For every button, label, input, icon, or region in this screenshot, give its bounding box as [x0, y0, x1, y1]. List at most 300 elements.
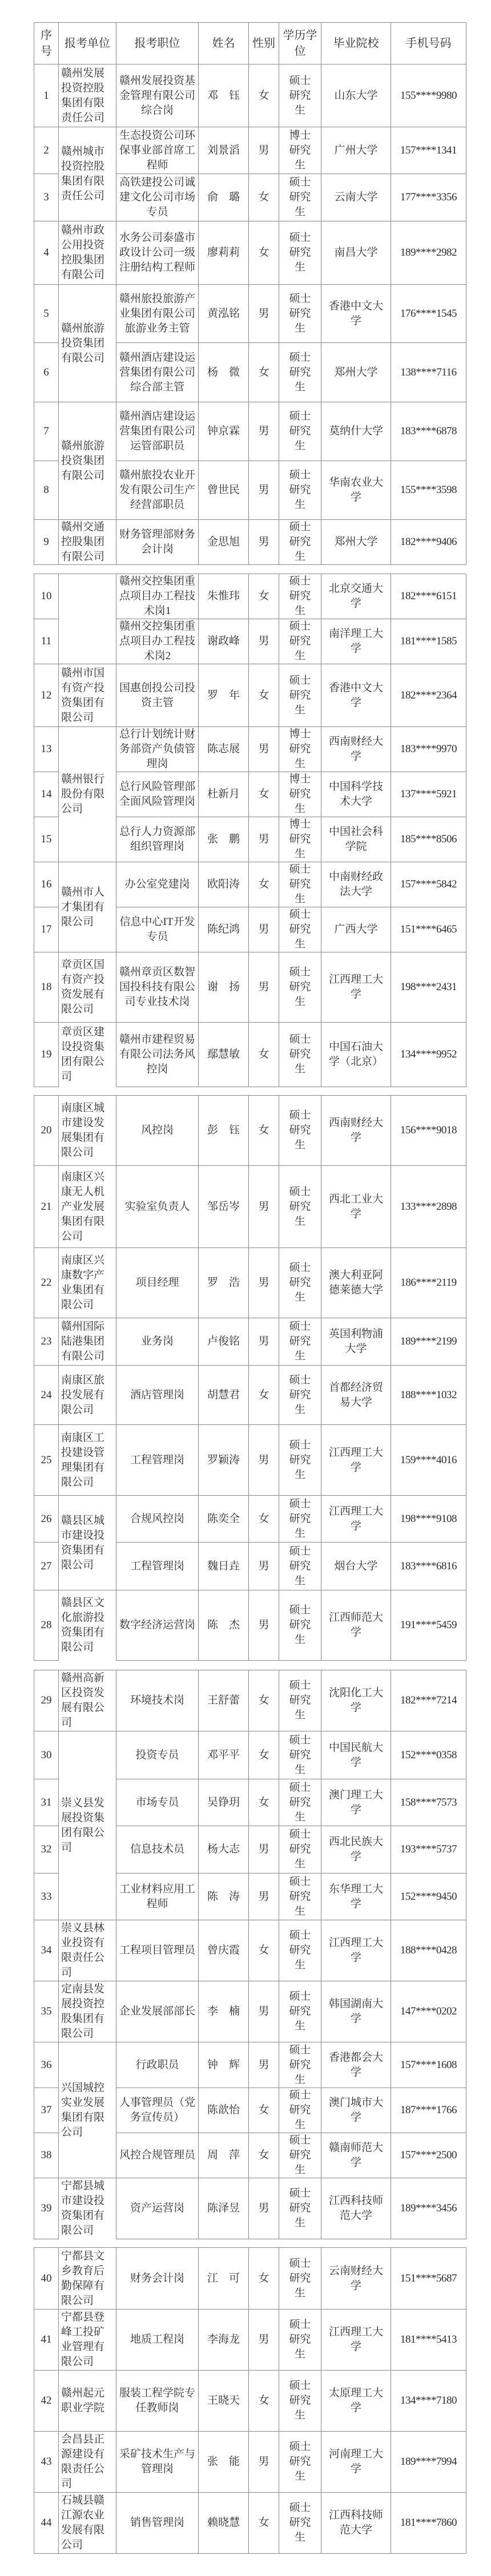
table-row — [34, 1425, 466, 1496]
cell-phone-text: 182****9406 — [400, 536, 457, 548]
cell-education-text: 硕士研究生 — [289, 1033, 311, 1075]
cell-gender-text: 女 — [258, 1512, 269, 1525]
cell-school — [321, 1248, 391, 1318]
cell-phone-text: 176****1545 — [400, 307, 457, 320]
candidate-table-section-1 — [34, 22, 466, 565]
cell-position — [116, 952, 199, 1023]
cell-education-text: 硕士研究生 — [289, 2441, 311, 2482]
cell-school — [321, 2088, 391, 2133]
cell-position — [116, 64, 199, 127]
cell-school-text: 西北民族大学 — [328, 1836, 383, 1863]
cell-position — [116, 174, 199, 221]
cell-position-text: 采矿技术生产与管理岗 — [119, 2448, 195, 2475]
cell-phone — [391, 127, 466, 174]
cell-education-text: 硕士研究生 — [289, 410, 311, 452]
cell-position-text: 工程项目管理员 — [119, 1944, 195, 1956]
cell-name-text: 邹岳岑 — [207, 1200, 240, 1213]
cell-unit-text: 赣州市政公用投资控股集团有限公司 — [61, 224, 105, 281]
cell-position-text: 酒店管理岗 — [130, 1388, 184, 1401]
cell-position — [116, 1981, 199, 2042]
cell-phone — [391, 2309, 466, 2371]
cell-no — [34, 1023, 59, 1087]
cell-no — [34, 952, 59, 1023]
cell-position — [116, 1779, 199, 1826]
cell-unit — [59, 1166, 116, 1248]
cell-phone-text: 185****8506 — [400, 833, 457, 845]
cell-no — [34, 1874, 59, 1920]
cell-phone — [391, 221, 466, 285]
cell-school — [321, 1543, 391, 1590]
cell-position-text: 赣州旅投旅游产业集团有限公司旅游业务主管 — [119, 292, 195, 334]
cell-school-text: 首都经济贸易大学 — [328, 1381, 383, 1408]
cell-no — [34, 1096, 59, 1166]
cell-education — [279, 1366, 321, 1425]
cell-name-text: 陈奕全 — [207, 1512, 240, 1525]
cell-no-text: 13 — [41, 743, 52, 755]
cell-position — [116, 2178, 199, 2239]
cell-unit — [59, 727, 116, 862]
cell-school-text: 中国民航大学 — [328, 1741, 383, 1769]
cell-name-text: 邓平平 — [207, 1749, 240, 1761]
cell-education — [279, 1248, 321, 1318]
cell-name-text: 俞 璐 — [207, 191, 240, 203]
cell-position — [116, 727, 199, 772]
cell-position-text: 地质工程岗 — [130, 2333, 184, 2345]
cell-school-text: 山东大学 — [334, 89, 378, 102]
cell-position-text: 风控岗 — [140, 1124, 174, 1136]
cell-name-text: 陈泽昱 — [207, 2202, 240, 2214]
cell-gender — [249, 1318, 279, 1366]
cell-gender-text: 男 — [258, 833, 269, 845]
cell-gender-text: 女 — [258, 1048, 269, 1060]
cell-no — [34, 343, 59, 402]
cell-name-text: 钟京霖 — [207, 425, 240, 437]
cell-position — [116, 520, 199, 565]
header-unit: 报考单位 — [59, 23, 116, 64]
table-row — [34, 1366, 466, 1425]
cell-school-text: 西南财经大学 — [328, 736, 383, 762]
cell-position — [116, 1366, 199, 1425]
cell-gender — [249, 727, 279, 772]
cell-gender-text: 男 — [258, 2058, 269, 2071]
cell-education-text: 博士研究生 — [289, 129, 311, 171]
cell-education — [279, 574, 321, 619]
cell-education-text: 硕士研究生 — [289, 2089, 311, 2131]
cell-phone-text: 157****1608 — [400, 2058, 457, 2071]
cell-phone — [391, 461, 466, 520]
cell-no-text: 27 — [41, 1560, 52, 1572]
table-row — [34, 285, 466, 343]
cell-position — [116, 127, 199, 174]
cell-school-text: 北京交通大学 — [328, 583, 383, 609]
cell-no — [34, 285, 59, 343]
cell-school-text: 中国社会科学院 — [328, 826, 383, 853]
cell-phone-text: 158****7573 — [400, 1796, 457, 1808]
cell-unit-text: 南康区旅投发展有限公司 — [61, 1374, 105, 1416]
cell-position-text: 工业材料应用工程师 — [119, 1883, 195, 1910]
cell-unit-text: 赣州发展投资控股集团有限责任公司 — [61, 67, 105, 124]
cell-gender-text: 男 — [258, 425, 269, 437]
cell-unit-text: 赣州旅游投资集团有限公司 — [61, 439, 105, 482]
cell-position-text: 高铁建投公司诚建文化公司市场专员 — [119, 176, 195, 218]
cell-school-text: 江西理工大学 — [328, 1505, 383, 1532]
cell-no-text: 1 — [43, 89, 49, 102]
cell-education-text: 硕士研究生 — [289, 1929, 311, 1971]
cell-school-text: 中南财经政法大学 — [328, 871, 383, 898]
cell-school — [321, 1366, 391, 1425]
cell-phone-text: 182****2364 — [400, 689, 457, 701]
cell-no — [34, 1543, 59, 1590]
cell-phone-text: 134****9952 — [400, 1048, 457, 1060]
cell-no-text: 3 — [43, 191, 49, 203]
cell-school — [321, 2248, 391, 2309]
cell-no-text: 37 — [41, 2104, 52, 2116]
cell-phone-text: 134****7180 — [400, 2395, 457, 2407]
cell-phone — [391, 1826, 466, 1874]
cell-school-text: 太原理工大学 — [328, 2387, 383, 2414]
cell-phone-text: 155****3598 — [400, 484, 457, 496]
cell-gender — [249, 574, 279, 619]
cell-name-text: 曾世民 — [207, 484, 240, 496]
cell-position — [116, 1425, 199, 1496]
cell-name-text: 江 可 — [207, 2272, 240, 2284]
cell-no-text: 17 — [41, 923, 52, 935]
cell-position-text: 总行风险管理部全面风险管理岗 — [119, 781, 195, 807]
cell-gender — [249, 817, 279, 862]
cell-phone-text: 147****0202 — [400, 2005, 457, 2017]
cell-no — [34, 2088, 59, 2133]
cell-unit-text: 南康区城市建设发展集团有限公司 — [61, 1102, 105, 1158]
cell-education — [279, 862, 321, 907]
cell-no — [34, 1731, 59, 1779]
cell-no — [34, 574, 59, 619]
table-row — [34, 574, 466, 619]
table-row — [34, 2309, 466, 2371]
table-row — [34, 1731, 466, 1779]
cell-unit — [59, 221, 116, 285]
cell-gender-text: 男 — [258, 144, 269, 156]
cell-position — [116, 221, 199, 285]
cell-position-text: 赣州市建程贸易有限公司法务风控岗 — [119, 1033, 195, 1075]
cell-education-text: 硕士研究生 — [289, 1734, 311, 1776]
table-row — [34, 2042, 466, 2088]
cell-gender-text: 女 — [258, 689, 269, 701]
cell-no — [34, 2248, 59, 2309]
cell-no — [34, 817, 59, 862]
cell-unit — [59, 1023, 116, 1087]
cell-phone-text: 189****2982 — [400, 247, 457, 259]
cell-education — [279, 1670, 321, 1731]
cell-name-text: 杨大志 — [207, 1843, 240, 1855]
cell-position-text: 业务岗 — [140, 1335, 174, 1347]
cell-name — [199, 221, 249, 285]
cell-gender-text: 男 — [258, 1277, 269, 1289]
cell-name-text: 魏日垚 — [207, 1560, 240, 1572]
cell-school-text: 河南理工大学 — [328, 2448, 383, 2475]
cell-no-text: 8 — [43, 484, 49, 496]
cell-gender-text: 男 — [258, 307, 269, 320]
cell-no — [34, 907, 59, 952]
cell-education — [279, 1779, 321, 1826]
cell-unit-text: 崇义县林业投资有限责任公司 — [61, 1922, 105, 1979]
cell-name-text: 廖莉莉 — [207, 247, 240, 259]
cell-position-text: 行政职员 — [135, 2058, 179, 2071]
table-row — [34, 1920, 466, 1981]
cell-gender-text: 男 — [258, 1453, 269, 1466]
cell-education — [279, 1096, 321, 1166]
cell-name — [199, 2309, 249, 2371]
cell-gender-text: 男 — [258, 1335, 269, 1347]
table-row — [34, 1318, 466, 1366]
cell-gender — [249, 619, 279, 664]
cell-school-text: 西南财经大学 — [328, 1117, 383, 1144]
cell-gender — [249, 2432, 279, 2493]
cell-phone — [391, 1425, 466, 1496]
table-row — [34, 520, 466, 565]
cell-position-text: 信息技术员 — [130, 1843, 184, 1855]
cell-phone-text: 183****6878 — [400, 425, 457, 437]
cell-phone-text: 159****4016 — [400, 1453, 457, 1466]
cell-gender — [249, 343, 279, 402]
cell-no-text: 9 — [43, 536, 49, 548]
cell-school-text: 江西理工大学 — [328, 1446, 383, 1473]
cell-unit — [59, 64, 116, 127]
cell-education — [279, 1166, 321, 1248]
cell-no — [34, 1670, 59, 1731]
cell-no-text: 33 — [41, 1890, 52, 1903]
cell-phone — [391, 1731, 466, 1779]
cell-no-text: 24 — [41, 1388, 52, 1401]
cell-no-text: 32 — [41, 1843, 52, 1855]
cell-phone-text: 193****5737 — [400, 1843, 457, 1855]
cell-position-text: 生态投资公司环保事业部首席工程师 — [119, 129, 195, 171]
cell-education-text: 硕士研究生 — [289, 1990, 311, 2032]
cell-name — [199, 952, 249, 1023]
cell-gender — [249, 174, 279, 221]
cell-education — [279, 2371, 321, 2432]
cell-position — [116, 1023, 199, 1087]
cell-position — [116, 907, 199, 952]
cell-name — [199, 2432, 249, 2493]
cell-no-text: 16 — [41, 878, 52, 890]
cell-position — [116, 772, 199, 817]
cell-name-text: 刘景滔 — [207, 144, 240, 156]
cell-no — [34, 2042, 59, 2088]
cell-education — [279, 1874, 321, 1920]
cell-name — [199, 1425, 249, 1496]
cell-phone — [391, 2088, 466, 2133]
cell-phone-text: 198****2431 — [400, 981, 457, 993]
cell-position-text: 财务管理部财务会计岗 — [119, 528, 195, 555]
cell-name-text: 曾庆霞 — [207, 1944, 240, 1956]
cell-school — [321, 817, 391, 862]
cell-gender — [249, 772, 279, 817]
cell-gender-text: 男 — [258, 923, 269, 935]
cell-phone — [391, 772, 466, 817]
cell-education — [279, 2042, 321, 2088]
cell-phone-text: 156****9018 — [400, 1124, 457, 1136]
table-header-row — [34, 23, 466, 64]
cell-school — [321, 402, 391, 461]
cell-position-text: 办公室党建岗 — [124, 878, 190, 890]
cell-phone — [391, 2493, 466, 2554]
cell-phone — [391, 343, 466, 402]
cell-no-text: 34 — [41, 1944, 52, 1956]
cell-gender — [249, 1096, 279, 1166]
cell-position-text: 财务会计岗 — [130, 2272, 184, 2284]
cell-unit-text: 赣州起元职业学院 — [61, 2387, 105, 2414]
cell-position — [116, 619, 199, 664]
cell-phone — [391, 1590, 466, 1661]
cell-education — [279, 402, 321, 461]
cell-education-text: 硕士研究生 — [289, 176, 311, 218]
cell-school — [321, 343, 391, 402]
cell-gender-text: 女 — [258, 89, 269, 102]
cell-education-text: 硕士研究生 — [289, 74, 311, 116]
cell-education — [279, 520, 321, 565]
cell-position-text: 水务公司泰盛市政设计公司一级注册结构工程师 — [119, 232, 195, 273]
cell-unit — [59, 2309, 116, 2371]
cell-name-text: 陈 涛 — [207, 1890, 240, 1903]
cell-no — [34, 1425, 59, 1496]
cell-name — [199, 127, 249, 174]
cell-phone-text: 151****5687 — [400, 2272, 457, 2284]
cell-gender-text: 女 — [258, 1749, 269, 1761]
cell-no — [34, 727, 59, 772]
cell-name — [199, 1248, 249, 1318]
header-education: 学历学位 — [279, 23, 321, 64]
cell-name — [199, 1874, 249, 1920]
cell-name — [199, 1496, 249, 1543]
cell-phone — [391, 2371, 466, 2432]
cell-position — [116, 1590, 199, 1661]
cell-name-text: 杜新月 — [207, 788, 240, 800]
cell-education — [279, 907, 321, 952]
cell-school — [321, 127, 391, 174]
cell-education — [279, 1318, 321, 1366]
cell-position-text: 投资专员 — [135, 1749, 179, 1761]
cell-no — [34, 221, 59, 285]
cell-phone — [391, 1496, 466, 1543]
cell-phone — [391, 1096, 466, 1166]
cell-phone-text: 183****9970 — [400, 743, 457, 755]
cell-phone — [391, 2432, 466, 2493]
cell-no — [34, 2309, 59, 2371]
cell-phone-text: 181****1585 — [400, 635, 457, 647]
cell-position — [116, 343, 199, 402]
cell-position-text: 人事管理员（党务宣传员） — [119, 2097, 195, 2123]
cell-name-text: 鄢慧敏 — [207, 1048, 240, 1060]
cell-phone-text: 182****7214 — [400, 1694, 457, 1706]
cell-no — [34, 2133, 59, 2178]
cell-education — [279, 174, 321, 221]
cell-unit-text: 石城县赣江源农业发展有限公司 — [61, 2494, 105, 2551]
cell-no — [34, 1826, 59, 1874]
cell-name-text: 胡慧君 — [207, 1388, 240, 1401]
cell-school — [321, 1023, 391, 1087]
cell-education — [279, 1590, 321, 1661]
table-row — [34, 221, 466, 285]
cell-name — [199, 2248, 249, 2309]
cell-unit-text: 崇义县发展投资集团有限公司 — [61, 1797, 105, 1854]
cell-phone — [391, 952, 466, 1023]
cell-position-text: 资产运营岗 — [130, 2202, 184, 2214]
table-row — [34, 1590, 466, 1661]
cell-position — [116, 2432, 199, 2493]
cell-phone — [391, 817, 466, 862]
cell-phone — [391, 574, 466, 619]
cell-school-text: 江西科技师范大学 — [328, 2195, 383, 2222]
cell-unit-text: 赣县区城市建设投资集团有限公司 — [61, 1514, 105, 1571]
cell-phone-text: 133****2898 — [400, 1200, 457, 1213]
cell-no — [34, 1496, 59, 1543]
cell-education — [279, 2088, 321, 2133]
cell-name — [199, 2042, 249, 2088]
cell-position — [116, 2042, 199, 2088]
cell-gender-text: 男 — [258, 1843, 269, 1855]
cell-school — [321, 1496, 391, 1543]
cell-school — [321, 1670, 391, 1731]
cell-gender-text: 女 — [258, 2104, 269, 2116]
cell-position-text: 风控合规管理员 — [119, 2149, 195, 2161]
cell-phone-text: 157****1341 — [400, 144, 457, 156]
cell-position — [116, 1874, 199, 1920]
cell-position-text: 合规风控岗 — [130, 1512, 184, 1525]
cell-education-text: 硕士研究生 — [289, 674, 311, 716]
cell-education — [279, 817, 321, 862]
cell-name-text: 彭 钰 — [207, 1124, 240, 1136]
cell-name — [199, 1166, 249, 1248]
cell-name-text: 朱惟玮 — [207, 590, 240, 602]
cell-gender — [249, 1920, 279, 1981]
cell-no — [34, 664, 59, 727]
cell-name — [199, 1096, 249, 1166]
cell-phone-text: 188****1032 — [400, 1388, 457, 1401]
cell-school — [321, 64, 391, 127]
cell-position — [116, 1826, 199, 1874]
table-row — [34, 1248, 466, 1318]
cell-phone-text: 157****5842 — [400, 878, 457, 890]
candidate-table-section-4 — [34, 1670, 466, 2239]
cell-school — [321, 772, 391, 817]
cell-no-text: 12 — [41, 689, 52, 701]
cell-gender — [249, 1366, 279, 1425]
cell-school — [321, 2432, 391, 2493]
cell-position-text: 赣州发展投资基金管理有限公司综合岗 — [119, 74, 195, 116]
cell-name-text: 黄泓铭 — [207, 307, 240, 320]
cell-position-text: 赣州章贡区数智国投科技有限公司专业技术岗 — [119, 966, 195, 1008]
cell-no-text: 40 — [41, 2272, 52, 2284]
cell-school — [321, 1826, 391, 1874]
cell-phone-text: 138****7116 — [400, 366, 457, 378]
cell-school — [321, 2309, 391, 2371]
cell-unit — [59, 952, 116, 1023]
cell-position-text: 赣州酒店建设运营集团有限公司运管部职员 — [119, 410, 195, 452]
cell-education-text: 硕士研究生 — [289, 1374, 311, 1416]
cell-position-text: 环境技术岗 — [130, 1694, 184, 1706]
cell-position-text: 销售管理岗 — [130, 2517, 184, 2529]
cell-unit — [59, 1920, 116, 1981]
cell-gender-text: 男 — [258, 1619, 269, 1631]
cell-school — [321, 2493, 391, 2554]
cell-education-text: 硕士研究生 — [289, 1604, 311, 1646]
cell-gender — [249, 862, 279, 907]
table-row — [34, 727, 466, 772]
cell-position-text: 项目经理 — [135, 1277, 179, 1289]
cell-phone — [391, 2042, 466, 2088]
cell-education — [279, 285, 321, 343]
table-row — [34, 862, 466, 907]
